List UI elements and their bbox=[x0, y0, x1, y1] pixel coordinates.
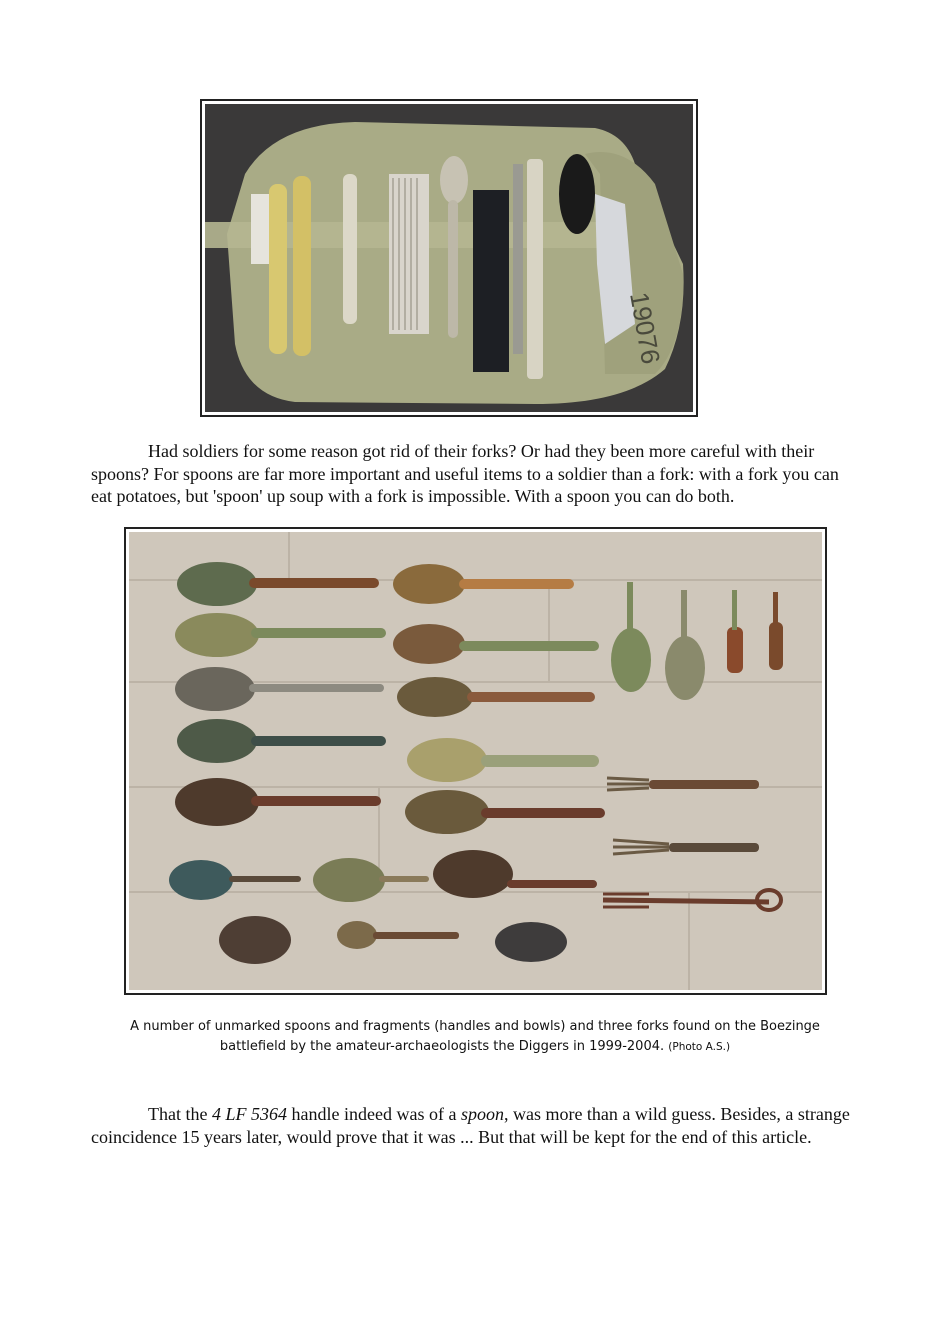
spoon-word: spoon bbox=[460, 1104, 504, 1124]
stencil-number: 19076 bbox=[624, 289, 667, 367]
paragraph-forks-spoons bbox=[91, 440, 861, 508]
holdall-photo-image bbox=[205, 104, 693, 412]
paragraph-2-rest: , was more than a wild guess. Besides, a strange coincidence 15 years later, would prove that it was ... But that will be kept for the end of this article. bbox=[91, 1104, 850, 1147]
spoons-photo bbox=[124, 527, 827, 995]
photo-credit: (Photo A.S.) bbox=[668, 1041, 731, 1053]
paragraph-2-intro: That the bbox=[148, 1104, 212, 1124]
paragraph-1-text: Had soldiers for some reason got rid of their forks? Or had they been more careful with their spoons? For spoons are far more important and useful items to a soldier than a fork: with a fork you can eat potatoes, but 'spoon' up soup with a fork is impossible. With a spoon you can do both. bbox=[91, 441, 839, 506]
paragraph-spoon-handle bbox=[91, 1103, 861, 1148]
caption-text: A number of unmarked spoons and fragments (handles and bowls) and three forks found on the Boezinge battlefield by the amateur-archaeologists the Diggers in 1999-2004. bbox=[130, 1019, 820, 1054]
holdall-photo bbox=[200, 99, 698, 417]
photo-caption bbox=[100, 1017, 850, 1057]
paragraph-2-middle: handle indeed was of a bbox=[287, 1104, 461, 1124]
spoons-photo-image bbox=[129, 532, 822, 990]
handle-code: 4 LF 5364 bbox=[211, 1104, 287, 1124]
